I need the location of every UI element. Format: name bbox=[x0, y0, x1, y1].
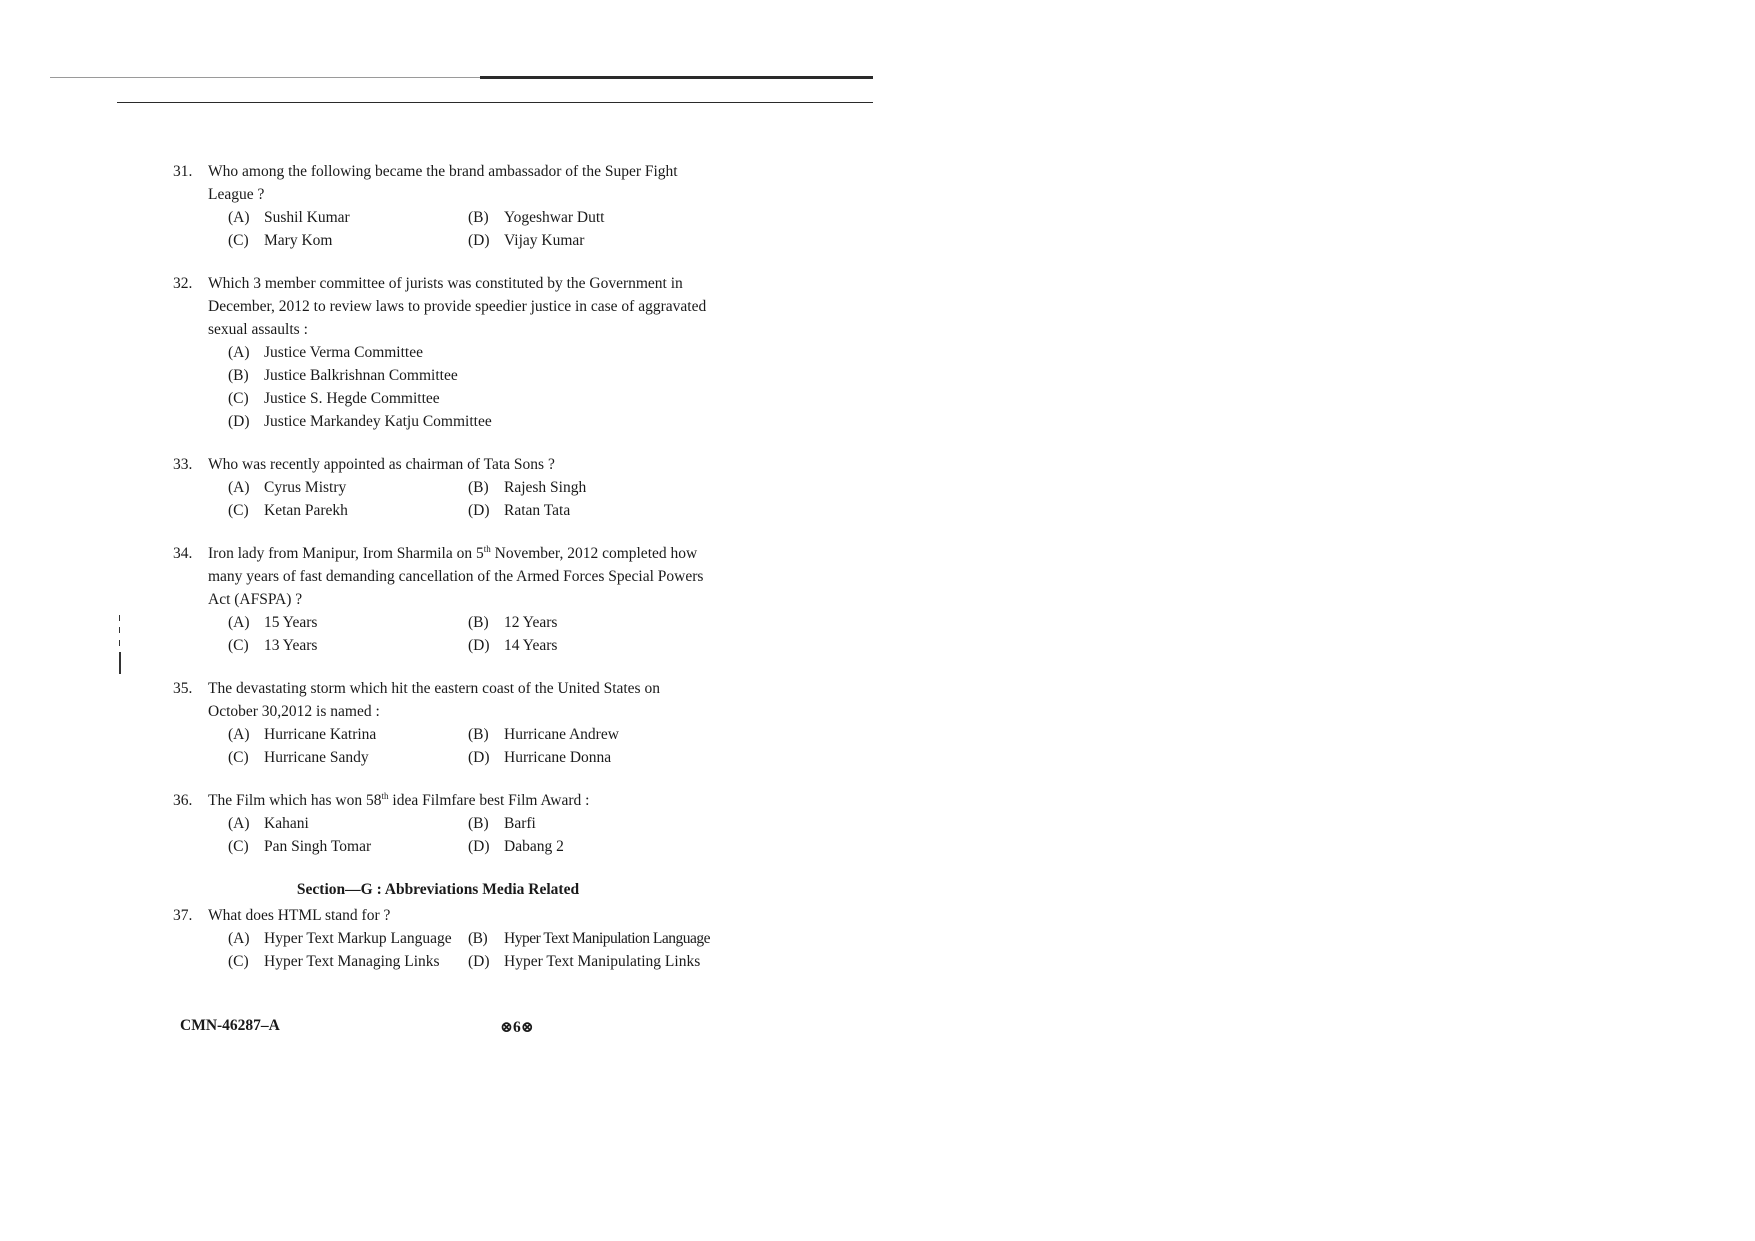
question-text: What does HTML stand for ? bbox=[208, 907, 391, 924]
option-a[interactable]: (A) Justice Verma Committee bbox=[228, 344, 423, 361]
option-c[interactable]: (C) Ketan Parekh bbox=[228, 502, 348, 519]
options bbox=[228, 723, 713, 769]
paper-code: CMN-46287–A bbox=[180, 1017, 280, 1034]
option-c[interactable]: (C) Pan Singh Tomar bbox=[228, 838, 372, 855]
option-b[interactable]: (B) Rajesh Singh bbox=[468, 479, 587, 496]
options bbox=[228, 206, 713, 252]
margin-mark bbox=[119, 627, 120, 633]
option-b[interactable]: (B) Hyper Text Manipulation Language bbox=[468, 930, 711, 947]
option-c[interactable]: (C) Mary Kom bbox=[228, 232, 333, 249]
options bbox=[228, 812, 713, 858]
option-a[interactable]: (A) Kahani bbox=[228, 815, 309, 832]
question-31 bbox=[173, 160, 713, 252]
question-text: Which 3 member committee of jurists was constituted by the Government in December, 2012 to review laws to provide speedier justice in case of aggravated sexual assaults : bbox=[208, 275, 707, 338]
question-number: 35. bbox=[173, 680, 193, 697]
option-a[interactable]: (A) 15 Years bbox=[228, 614, 318, 631]
option-b[interactable]: (B) Yogeshwar Dutt bbox=[468, 209, 605, 226]
question-35 bbox=[173, 677, 713, 769]
question-number: 31. bbox=[173, 163, 193, 180]
question-37 bbox=[173, 904, 713, 973]
question-number: 36. bbox=[173, 792, 193, 809]
question-number: 33. bbox=[173, 456, 193, 473]
option-c[interactable]: (C) Justice S. Hegde Committee bbox=[228, 390, 440, 407]
question-number: 34. bbox=[173, 545, 193, 562]
margin-mark bbox=[119, 640, 120, 646]
option-c[interactable]: (C) 13 Years bbox=[228, 637, 318, 654]
option-b[interactable]: (B) Justice Balkrishnan Committee bbox=[228, 367, 458, 384]
option-d[interactable]: (D) 14 Years bbox=[468, 637, 558, 654]
option-b[interactable]: (B) 12 Years bbox=[468, 614, 558, 631]
option-d[interactable]: (D) Hyper Text Manipulating Links bbox=[468, 953, 701, 970]
option-d[interactable]: (D) Dabang 2 bbox=[468, 838, 564, 855]
question-number: 37. bbox=[173, 907, 193, 924]
option-d[interactable]: (D) Ratan Tata bbox=[468, 502, 571, 519]
option-a[interactable]: (A) Sushil Kumar bbox=[228, 209, 350, 226]
option-b[interactable]: (B) Hurricane Andrew bbox=[468, 726, 619, 743]
option-c[interactable]: (C) Hurricane Sandy bbox=[228, 749, 369, 766]
question-36 bbox=[173, 789, 713, 858]
options bbox=[228, 611, 713, 657]
question-34 bbox=[173, 542, 713, 657]
section-heading: Section—G : Abbreviations Media Related bbox=[296, 881, 580, 898]
margin-mark bbox=[119, 615, 120, 621]
options bbox=[228, 927, 713, 973]
question-text: Iron lady from Manipur, Irom Sharmila on 5th November, 2012 completed how many years of fast demanding cancellation of the Armed Forces Special Powers Act (AFSPA) ? bbox=[208, 543, 704, 608]
option-b[interactable]: (B) Barfi bbox=[468, 815, 536, 832]
options bbox=[228, 341, 713, 433]
header-rule-second bbox=[117, 102, 873, 103]
question-text: The Film which has won 58th idea Filmfare best Film Award : bbox=[208, 790, 590, 809]
option-a[interactable]: (A) Cyrus Mistry bbox=[228, 479, 347, 496]
option-a[interactable]: (A) Hurricane Katrina bbox=[228, 726, 377, 743]
option-c[interactable]: (C) Hyper Text Managing Links bbox=[228, 953, 440, 970]
option-d[interactable]: (D) Hurricane Donna bbox=[468, 749, 612, 766]
option-a[interactable]: (A) Hyper Text Markup Language bbox=[228, 930, 452, 947]
options bbox=[228, 476, 713, 522]
option-d[interactable]: (D) Vijay Kumar bbox=[468, 232, 585, 249]
question-text: Who was recently appointed as chairman of Tata Sons ? bbox=[208, 456, 555, 473]
header-rule-thick bbox=[480, 76, 873, 79]
option-d[interactable]: (D) Justice Markandey Katju Committee bbox=[228, 413, 492, 430]
margin-mark bbox=[119, 652, 121, 674]
question-number: 32. bbox=[173, 275, 193, 292]
question-text: The devastating storm which hit the eastern coast of the United States on October 30,2012 is named : bbox=[208, 680, 660, 720]
page-number: ⊗6⊗ bbox=[500, 1019, 534, 1036]
question-33 bbox=[173, 453, 713, 522]
question-page bbox=[173, 160, 713, 973]
question-32 bbox=[173, 272, 713, 433]
question-text: Who among the following became the brand ambassador of the Super Fight League ? bbox=[208, 163, 678, 203]
